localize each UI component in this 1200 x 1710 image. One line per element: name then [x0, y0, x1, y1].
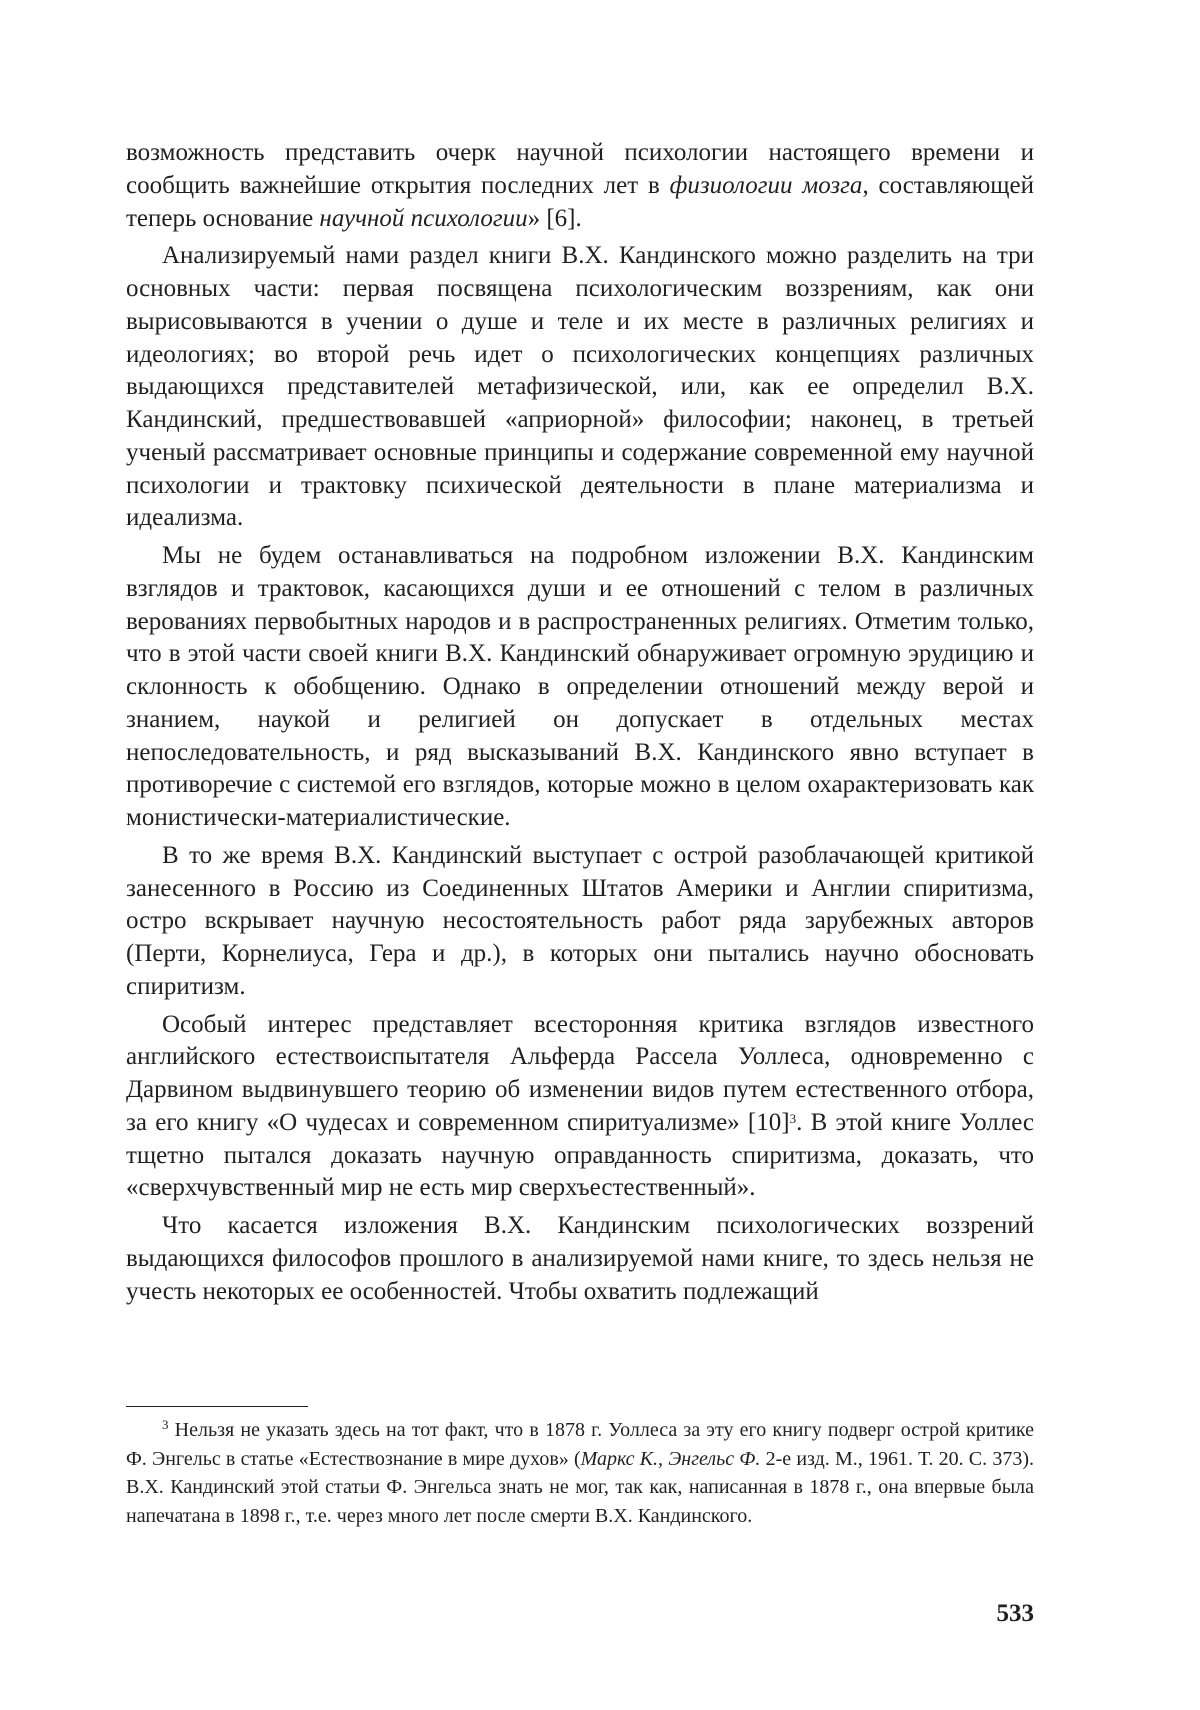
footnote-reference-mark[interactable]: 3 — [789, 1110, 797, 1126]
paragraph-6: Что касается изложения В.Х. Кандинским психологических воззрений выдающихся философов прошлого в анализируемой нами книге, то здесь нельзя не учесть некоторых ее особенностей. Чтобы охватить подлежащий — [126, 1212, 1034, 1305]
footnotes — [126, 1416, 1034, 1530]
footnote-text-a: Нельзя не указать здесь на тот факт, что в 1878 г. Уоллеса за эту его книгу подверг острой критике Ф. Энгельс в статье «Естествознание в мире духов» ( — [126, 1419, 1034, 1470]
paragraph-2: Анализируемый нами раздел книги В.Х. Кандинского можно разделить на три основных части: первая посвящена психологическим воззрениям, как они вырисовываются в учении о душе и теле и их месте в различных религиях и идеологиях; во второй речь идет о психологических концепциях различных выдающихся представителей метафизической, или, как ее определил В.Х. Кандинский, предшествовавшей «априорной» философии; наконец, в третьей ученый рассматривает основные принципы и содержание современной ему научной психологии и трактовку психической деятельности в плане материализма и идеализма. — [126, 242, 1034, 532]
paragraph-1-italic-2: научной психологии — [319, 204, 528, 232]
footnote-mark: 3 — [162, 1417, 169, 1432]
footnote-separator — [126, 1406, 308, 1407]
paragraph-4: В то же время В.Х. Кандинский выступает с острой разоблачающей критикой занесенного в Россию из Соединенных Штатов Америки и Англии спиритизма, остро вскрывает научную несостоятельность работ ряда зарубежных авторов (Перти, Корнелиуса, Гера и др.), в которых они пытались научно обосновать спиритизм. — [126, 841, 1034, 1000]
footnote-text-b: 2-е изд. М., 1961. Т. 20. С. 373). В.Х. Кандинский этой статьи Ф. Энгельса знать не мог, так как, написанная в 1878 г., она впервые была напечатана в 1898 г., т.е. через много лет после смерти В.Х. Кандинского. — [126, 1447, 1034, 1527]
main-text — [126, 137, 1034, 1308]
paragraph-1 — [126, 137, 1034, 235]
paragraph-5-text-b: . В этой книге Уоллес тщетно пытался доказать научную оправданность спиритизма, доказать, что «сверхчувственный мир не есть мир сверхъестественный». — [126, 1108, 1035, 1202]
paragraph-3: Мы не будем останавливаться на подробном изложении В.Х. Кандинским взглядов и трактовок, касающихся души и ее отношений с телом в различных верованиях первобытных народов и в распространенных религиях. Отметим только, что в этой части своей книги В.Х. Кандинский обнаруживает огромную эрудицию и склонность к обобщению. Однако в определении отношений между верой и знанием, наукой и религией он допускает в отдельных местах непоследовательность, и ряд высказываний В.Х. Кандинского явно вступает в противоречие с системой его взглядов, которые можно в целом охарактеризовать как монистически-материалистические. — [126, 542, 1034, 831]
footnote-italic: Маркс К., Энгельс Ф. — [580, 1447, 761, 1470]
paragraph-1-text-c: » [6]. — [527, 204, 582, 232]
paragraph-1-italic-1: физиологии мозга — [669, 171, 863, 199]
paragraph-1-text-b: , составляющей теперь основание — [126, 171, 1035, 232]
paragraph-5 — [126, 1009, 1034, 1206]
paragraph-1-text-a: возможность представить очерк научной психологии настоящего времени и сообщить важнейшие открытия последних лет в — [126, 139, 1034, 199]
paragraph-5-text-a: Особый интерес представляет всесторонняя критика взглядов известного английского естествоиспытателя Альферда Рассела Уоллеса, одновременно с Дарвином выдвинувшего теорию об изменении видов путем естественного отбора, за его книгу «О чудесах и современном спиритуализме» [10] — [126, 1010, 1034, 1136]
page-number: 533 — [996, 1600, 1034, 1627]
footnote-3 — [126, 1416, 1034, 1530]
